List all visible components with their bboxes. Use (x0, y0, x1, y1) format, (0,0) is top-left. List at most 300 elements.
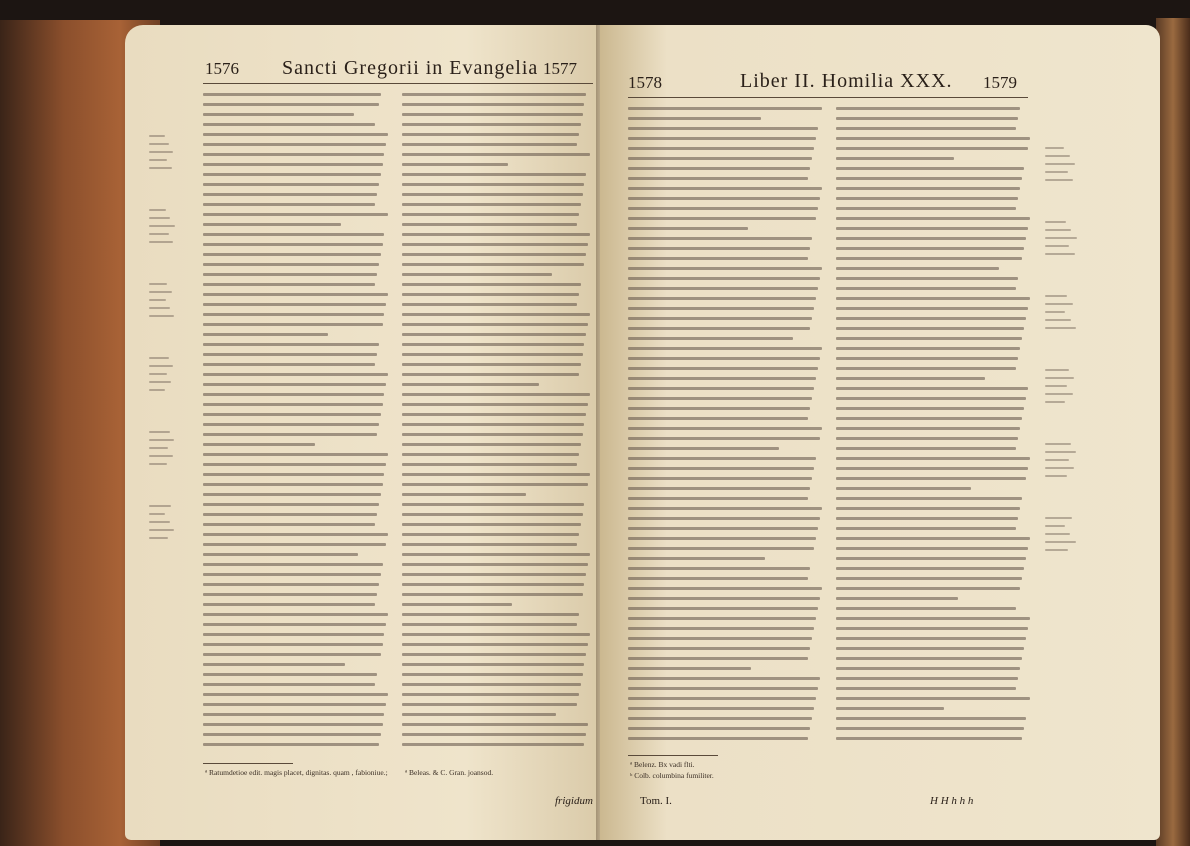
left-page (125, 25, 613, 840)
placeholder-text-line (628, 707, 814, 710)
placeholder-text-line (402, 143, 577, 146)
placeholder-text-line (203, 483, 383, 486)
right-running-title: Liber II. Homilia XXX. (740, 70, 953, 92)
placeholder-text-line (203, 213, 388, 216)
placeholder-text-line (203, 643, 383, 646)
placeholder-text-line (836, 377, 985, 380)
placeholder-text-line (203, 653, 381, 656)
placeholder-text-line (402, 483, 588, 486)
placeholder-text-line (402, 403, 588, 406)
placeholder-margin-line (149, 233, 169, 235)
placeholder-text-line (628, 547, 814, 550)
placeholder-margin-line (149, 381, 171, 383)
placeholder-margin-line (1045, 319, 1071, 321)
placeholder-text-line (203, 713, 384, 716)
placeholder-text-line (203, 553, 358, 556)
placeholder-text-line (402, 93, 586, 96)
placeholder-text-line (628, 297, 816, 300)
placeholder-text-line (628, 447, 779, 450)
placeholder-text-line (402, 113, 583, 116)
placeholder-text-line (628, 217, 816, 220)
placeholder-margin-line (149, 431, 170, 433)
placeholder-margin-line (149, 291, 172, 293)
placeholder-text-line (402, 253, 586, 256)
placeholder-margin-line (1045, 295, 1067, 297)
placeholder-text-line (836, 637, 1026, 640)
placeholder-text-line (402, 233, 590, 236)
placeholder-text-line (203, 513, 377, 516)
left-page-number-inner: 1577 (543, 59, 577, 78)
placeholder-text-line (628, 127, 818, 130)
placeholder-text-line (402, 743, 584, 746)
placeholder-text-line (836, 137, 1030, 140)
placeholder-text-line (203, 633, 384, 636)
placeholder-text-line (402, 603, 512, 606)
placeholder-text-line (628, 487, 810, 490)
placeholder-text-line (836, 697, 1030, 700)
placeholder-text-line (836, 707, 944, 710)
placeholder-margin-line (149, 283, 167, 285)
placeholder-text-line (203, 243, 383, 246)
placeholder-text-line (836, 427, 1020, 430)
placeholder-margin-line (149, 217, 170, 219)
placeholder-margin-line (149, 209, 166, 211)
placeholder-text-line (203, 223, 341, 226)
placeholder-text-line (402, 393, 590, 396)
placeholder-text-line (628, 187, 822, 190)
placeholder-text-line (203, 203, 375, 206)
placeholder-text-line (628, 667, 751, 670)
placeholder-margin-line (1045, 327, 1076, 329)
placeholder-text-line (628, 657, 808, 660)
placeholder-margin-line (149, 299, 166, 301)
placeholder-text-line (402, 563, 588, 566)
placeholder-text-line (402, 543, 577, 546)
placeholder-margin-line (149, 159, 167, 161)
placeholder-text-line (628, 717, 812, 720)
placeholder-margin-line (149, 455, 173, 457)
placeholder-text-line (836, 267, 999, 270)
placeholder-margin-line (149, 225, 175, 227)
placeholder-text-line (836, 307, 1028, 310)
placeholder-text-line (203, 613, 388, 616)
placeholder-text-line (836, 147, 1028, 150)
placeholder-text-line (402, 343, 584, 346)
placeholder-text-line (203, 683, 375, 686)
placeholder-text-line (628, 587, 822, 590)
placeholder-text-line (836, 327, 1024, 330)
placeholder-text-line (203, 413, 381, 416)
placeholder-margin-line (1045, 253, 1075, 255)
placeholder-margin-line (1045, 517, 1072, 519)
placeholder-margin-line (1045, 549, 1068, 551)
placeholder-text-line (402, 223, 577, 226)
placeholder-text-line (836, 417, 1022, 420)
placeholder-text-line (628, 527, 818, 530)
placeholder-margin-line (149, 135, 165, 137)
placeholder-text-line (836, 437, 1018, 440)
placeholder-text-line (628, 567, 810, 570)
placeholder-text-line (203, 603, 375, 606)
placeholder-text-line (836, 667, 1020, 670)
placeholder-text-line (628, 157, 812, 160)
placeholder-text-line (836, 687, 1016, 690)
placeholder-text-line (836, 597, 958, 600)
placeholder-text-line (836, 347, 1020, 350)
placeholder-text-line (628, 417, 808, 420)
placeholder-text-line (402, 413, 586, 416)
placeholder-text-line (203, 393, 384, 396)
placeholder-text-line (203, 493, 381, 496)
placeholder-text-line (628, 457, 816, 460)
placeholder-margin-line (149, 373, 167, 375)
placeholder-margin-line (1045, 475, 1067, 477)
right-catchword: H H h h h (930, 795, 974, 807)
placeholder-text-line (402, 293, 579, 296)
placeholder-text-line (203, 323, 383, 326)
placeholder-text-line (836, 317, 1026, 320)
placeholder-text-line (628, 327, 810, 330)
placeholder-text-line (203, 233, 384, 236)
left-footnote-rule (203, 763, 293, 764)
placeholder-margin-line (1045, 237, 1077, 239)
placeholder-text-line (402, 693, 579, 696)
placeholder-text-line (203, 143, 386, 146)
placeholder-text-line (203, 703, 386, 706)
placeholder-text-line (402, 503, 584, 506)
placeholder-text-line (836, 447, 1016, 450)
placeholder-text-line (836, 557, 1026, 560)
placeholder-text-line (402, 733, 586, 736)
placeholder-margin-line (149, 143, 169, 145)
placeholder-text-line (203, 353, 377, 356)
placeholder-text-line (628, 627, 814, 630)
placeholder-margin-line (1045, 377, 1074, 379)
placeholder-text-line (402, 593, 583, 596)
placeholder-text-line (836, 367, 1016, 370)
placeholder-text-line (402, 363, 581, 366)
placeholder-margin-line (149, 513, 165, 515)
placeholder-text-line (628, 407, 810, 410)
placeholder-text-line (628, 147, 814, 150)
placeholder-margin-line (149, 537, 168, 539)
placeholder-text-line (628, 637, 812, 640)
placeholder-margin-line (1045, 393, 1073, 395)
placeholder-text-line (203, 183, 379, 186)
placeholder-margin-line (149, 505, 171, 507)
left-header-rule (203, 83, 593, 84)
placeholder-margin-line (1045, 311, 1065, 313)
placeholder-text-line (203, 563, 383, 566)
placeholder-text-line (203, 103, 379, 106)
placeholder-margin-line (1045, 179, 1073, 181)
placeholder-text-line (628, 537, 816, 540)
placeholder-text-line (836, 297, 1030, 300)
right-page-number-outer: 1578 (628, 73, 662, 92)
placeholder-text-line (836, 397, 1026, 400)
placeholder-margin-line (1045, 229, 1071, 231)
placeholder-text-line (203, 303, 386, 306)
placeholder-text-line (402, 643, 588, 646)
placeholder-margin-line (1045, 245, 1069, 247)
placeholder-text-line (628, 737, 808, 740)
placeholder-text-line (203, 173, 381, 176)
placeholder-margin-line (149, 315, 174, 317)
placeholder-text-line (836, 387, 1028, 390)
placeholder-margin-line (1045, 147, 1064, 149)
placeholder-text-line (203, 743, 379, 746)
placeholder-text-line (203, 383, 386, 386)
placeholder-margin-line (149, 307, 170, 309)
placeholder-text-line (628, 307, 814, 310)
placeholder-text-line (836, 487, 971, 490)
placeholder-text-line (203, 403, 383, 406)
placeholder-text-line (836, 287, 1016, 290)
left-text-column-2 (402, 93, 592, 753)
placeholder-text-line (628, 507, 822, 510)
placeholder-text-line (628, 597, 820, 600)
placeholder-text-line (836, 197, 1018, 200)
placeholder-text-line (836, 477, 1026, 480)
right-outer-margin-notes (1045, 107, 1077, 787)
placeholder-text-line (628, 477, 812, 480)
placeholder-text-line (402, 153, 590, 156)
placeholder-text-line (402, 423, 584, 426)
placeholder-margin-line (1045, 303, 1073, 305)
placeholder-text-line (836, 167, 1024, 170)
placeholder-text-line (402, 313, 590, 316)
right-text-column-2 (836, 107, 1032, 747)
placeholder-text-line (402, 683, 581, 686)
placeholder-text-line (402, 173, 586, 176)
placeholder-text-line (203, 733, 381, 736)
placeholder-margin-line (1045, 467, 1074, 469)
left-footnote: ª Beleas. & C. Gran. joansod. (405, 768, 494, 777)
placeholder-text-line (402, 283, 581, 286)
placeholder-text-line (402, 303, 577, 306)
placeholder-text-line (628, 607, 818, 610)
placeholder-text-line (203, 433, 377, 436)
placeholder-text-line (836, 737, 1022, 740)
placeholder-text-line (402, 383, 539, 386)
placeholder-margin-line (149, 521, 170, 523)
placeholder-text-line (628, 397, 812, 400)
placeholder-text-line (836, 617, 1030, 620)
placeholder-text-line (203, 693, 388, 696)
left-page-number-outer: 1576 (205, 59, 239, 78)
placeholder-text-line (628, 687, 818, 690)
placeholder-text-line (836, 107, 1020, 110)
placeholder-text-line (402, 453, 579, 456)
placeholder-text-line (402, 653, 586, 656)
right-page-edges (1156, 18, 1190, 846)
placeholder-text-line (402, 323, 588, 326)
placeholder-text-line (203, 163, 383, 166)
placeholder-margin-line (1045, 525, 1065, 527)
placeholder-margin-line (1045, 155, 1070, 157)
placeholder-text-line (402, 573, 586, 576)
placeholder-text-line (628, 517, 820, 520)
placeholder-text-line (402, 273, 552, 276)
placeholder-text-line (836, 677, 1018, 680)
placeholder-text-line (628, 727, 810, 730)
placeholder-text-line (836, 567, 1024, 570)
placeholder-text-line (402, 123, 581, 126)
placeholder-text-line (402, 443, 581, 446)
placeholder-text-line (628, 617, 816, 620)
placeholder-margin-line (149, 151, 173, 153)
placeholder-text-line (628, 137, 816, 140)
placeholder-text-line (836, 497, 1022, 500)
placeholder-text-line (203, 623, 386, 626)
placeholder-text-line (628, 647, 810, 650)
left-footnote: ª Ratumdetioe edit. magis placet, dignitas. quam , fabioniue.; (205, 768, 388, 777)
placeholder-text-line (836, 537, 1030, 540)
placeholder-text-line (203, 333, 328, 336)
placeholder-text-line (836, 647, 1024, 650)
placeholder-text-line (203, 123, 375, 126)
placeholder-margin-line (149, 365, 173, 367)
placeholder-text-line (628, 277, 820, 280)
placeholder-text-line (402, 613, 579, 616)
right-footnote: ᵇ Colb. columbina fumiliter. (630, 771, 714, 780)
right-footnote-rule (628, 755, 718, 756)
left-running-title: Sancti Gregorii in Evangelia (282, 57, 539, 79)
placeholder-text-line (628, 467, 814, 470)
placeholder-text-line (203, 533, 388, 536)
placeholder-text-line (203, 443, 315, 446)
placeholder-text-line (203, 273, 377, 276)
placeholder-text-line (203, 363, 375, 366)
placeholder-text-line (203, 313, 384, 316)
placeholder-text-line (402, 723, 588, 726)
placeholder-margin-line (1045, 171, 1068, 173)
placeholder-text-line (203, 253, 381, 256)
placeholder-text-line (836, 627, 1028, 630)
placeholder-margin-line (1045, 385, 1067, 387)
placeholder-text-line (628, 697, 816, 700)
placeholder-text-line (402, 333, 586, 336)
placeholder-margin-line (1045, 163, 1075, 165)
placeholder-text-line (628, 497, 808, 500)
placeholder-text-line (203, 283, 375, 286)
placeholder-text-line (836, 127, 1016, 130)
placeholder-text-line (836, 117, 1018, 120)
right-footnote: ª Belenz. Bx vadi flti. (630, 760, 695, 769)
placeholder-text-line (402, 523, 581, 526)
placeholder-text-line (402, 203, 581, 206)
placeholder-text-line (203, 663, 345, 666)
placeholder-text-line (628, 677, 820, 680)
placeholder-margin-line (149, 447, 168, 449)
placeholder-text-line (628, 577, 808, 580)
placeholder-text-line (203, 463, 386, 466)
placeholder-text-line (628, 367, 818, 370)
placeholder-text-line (836, 187, 1020, 190)
placeholder-text-line (203, 373, 388, 376)
placeholder-text-line (203, 153, 384, 156)
placeholder-text-line (203, 263, 379, 266)
placeholder-text-line (836, 237, 1026, 240)
placeholder-text-line (836, 277, 1018, 280)
left-text-column-1 (203, 93, 390, 753)
placeholder-text-line (628, 167, 810, 170)
placeholder-text-line (402, 243, 588, 246)
placeholder-text-line (402, 673, 583, 676)
placeholder-text-line (836, 247, 1024, 250)
placeholder-text-line (203, 583, 379, 586)
placeholder-text-line (628, 387, 814, 390)
placeholder-margin-line (149, 167, 172, 169)
placeholder-margin-line (1045, 369, 1069, 371)
placeholder-text-line (836, 577, 1022, 580)
placeholder-text-line (402, 623, 577, 626)
placeholder-text-line (628, 117, 761, 120)
placeholder-text-line (402, 263, 584, 266)
signature-mark: Tom. I. (640, 795, 672, 807)
placeholder-text-line (628, 177, 808, 180)
placeholder-text-line (402, 513, 583, 516)
placeholder-text-line (203, 673, 377, 676)
placeholder-text-line (402, 713, 556, 716)
placeholder-text-line (402, 163, 508, 166)
placeholder-text-line (628, 287, 818, 290)
placeholder-text-line (836, 357, 1018, 360)
placeholder-text-line (203, 723, 383, 726)
placeholder-text-line (402, 473, 590, 476)
placeholder-text-line (203, 593, 377, 596)
placeholder-margin-line (149, 463, 167, 465)
placeholder-text-line (402, 663, 584, 666)
right-header-rule (628, 97, 1028, 98)
placeholder-text-line (402, 533, 579, 536)
placeholder-margin-line (149, 241, 173, 243)
placeholder-text-line (836, 407, 1024, 410)
placeholder-margin-line (149, 357, 169, 359)
placeholder-text-line (628, 317, 812, 320)
placeholder-text-line (203, 473, 384, 476)
placeholder-text-line (836, 717, 1026, 720)
placeholder-margin-line (1045, 541, 1076, 543)
placeholder-text-line (402, 103, 584, 106)
placeholder-margin-line (1045, 401, 1065, 403)
placeholder-text-line (628, 427, 822, 430)
placeholder-text-line (402, 353, 583, 356)
placeholder-text-line (628, 207, 818, 210)
left-catchword: frigidum (555, 795, 593, 807)
placeholder-text-line (836, 177, 1022, 180)
placeholder-margin-line (1045, 221, 1066, 223)
placeholder-text-line (402, 213, 579, 216)
placeholder-margin-line (149, 439, 174, 441)
placeholder-text-line (203, 93, 381, 96)
placeholder-text-line (203, 113, 354, 116)
placeholder-text-line (402, 183, 584, 186)
placeholder-text-line (628, 257, 808, 260)
placeholder-text-line (203, 343, 379, 346)
placeholder-text-line (628, 377, 816, 380)
placeholder-text-line (402, 493, 526, 496)
placeholder-text-line (402, 553, 590, 556)
placeholder-text-line (836, 657, 1022, 660)
placeholder-text-line (628, 107, 822, 110)
placeholder-margin-line (1045, 533, 1070, 535)
placeholder-margin-line (149, 389, 165, 391)
placeholder-text-line (203, 293, 388, 296)
left-outer-margin-notes (149, 95, 175, 795)
placeholder-text-line (628, 267, 822, 270)
placeholder-text-line (836, 257, 1022, 260)
